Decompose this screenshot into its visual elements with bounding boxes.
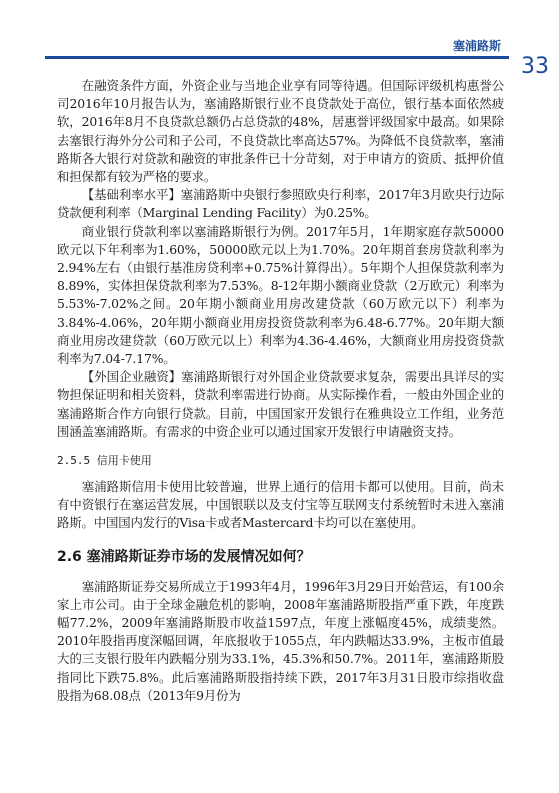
header-divider bbox=[45, 56, 509, 59]
page-body bbox=[57, 77, 504, 705]
paragraph-credit-card: 塞浦路斯信用卡使用比较普遍，世界上通行的信用卡都可以使用。目前，尚未有中资银行在塞运营发展，中国银联以及支付宝等互联网支付系统暂时未进入塞浦路斯。中国国内发行的Visa卡或者Mastercard卡均可以在塞使用。 bbox=[57, 479, 504, 531]
paragraph-base-rate: 【基础利率水平】塞浦路斯中央银行参照欧央行利率，2017年3月欧央行边际贷款便利利率（Marginal Lending Facility）为0.25%。 bbox=[57, 187, 504, 221]
section-heading-securities-market: 2.6 塞浦路斯证券市场的发展情况如何？ bbox=[57, 548, 311, 565]
paragraph-foreign-financing: 【外国企业融资】塞浦路斯银行对外国企业贷款要求复杂，需要出具详尽的实物担保证明和相关资料，贷款利率需进行协商。从实际操作看，一般由外国企业的塞浦路斯合作方向银行贷款。目前，中国国家开发银行在雅典设立工作组，业务范围涵盖塞浦路斯。有需求的中资企业可以通过国家开发银行申请融资支持。 bbox=[57, 369, 504, 439]
page-number: 33 bbox=[521, 54, 549, 79]
subsection-heading-credit-card: 2.5.5 信用卡使用 bbox=[57, 454, 152, 468]
paragraph-commercial-rates: 商业银行贷款利率以塞浦路斯银行为例。2017年5月，1年期家庭存款50000欧元以下年利率为1.60%，50000欧元以上为1.70%。20年期首套房贷款利率为2.94%左右（由银行基准房贷利率+0.75%计算得出）。5年期个人担保贷款利率为8.89%，实体担保贷款利率为7.53%。8-12年期小额商业贷款（2万欧元）利率为5.53%-7.02%之间。20年期小额商业用房改建贷款（60万欧元以下）利率为3.84%-4.06%，20年期小额商业用房投资贷款利率为6.48-6.77%。20年期大额商业用房改建贷款（60万欧元以上）利率为4.36-4.46%，大额商业用房投资贷款利率为7.04-7.17%。 bbox=[57, 223, 504, 367]
paragraph-financing-conditions: 在融资条件方面，外资企业与当地企业享有同等待遇。但国际评级机构惠誉公司2016年10月报告认为，塞浦路斯银行业不良贷款处于高位，银行基本面依然疲软，2016年8月不良贷款总额仍占总贷款的48%，居惠誉评级国家中最高。如果除去塞银行海外分公司和子公司，不良贷款比率高达57%。为降低不良贷款率，塞浦路斯各大银行对贷款和融资的审批条件已十分苛刻，对于申请方的资质、抵押价值和担保都有较为严格的要求。 bbox=[57, 78, 504, 185]
paragraph-securities-market: 塞浦路斯证券交易所成立于1993年4月，1996年3月29日开始营运，有100余家上市公司。由于全球金融危机的影响，2008年塞浦路斯股指严重下跌，年度跌幅77.2%，2009年塞浦路斯股市收益1597点，年度上涨幅度45%，成绩斐然。2010年股指再度深幅回调，年底报收于1055点，年内跌幅达33.9%，主板市值最大的三支银行股年内跌幅分别为33.1%，45.3%和50.7%。2011年，塞浦路斯股指同比下跌75.8%。此后塞浦路斯股指持续下跌，2017年3月31日股市综指收盘股指为68.08点（2013年9月份为 bbox=[57, 578, 504, 703]
running-header-title: 塞浦路斯 bbox=[452, 39, 501, 53]
